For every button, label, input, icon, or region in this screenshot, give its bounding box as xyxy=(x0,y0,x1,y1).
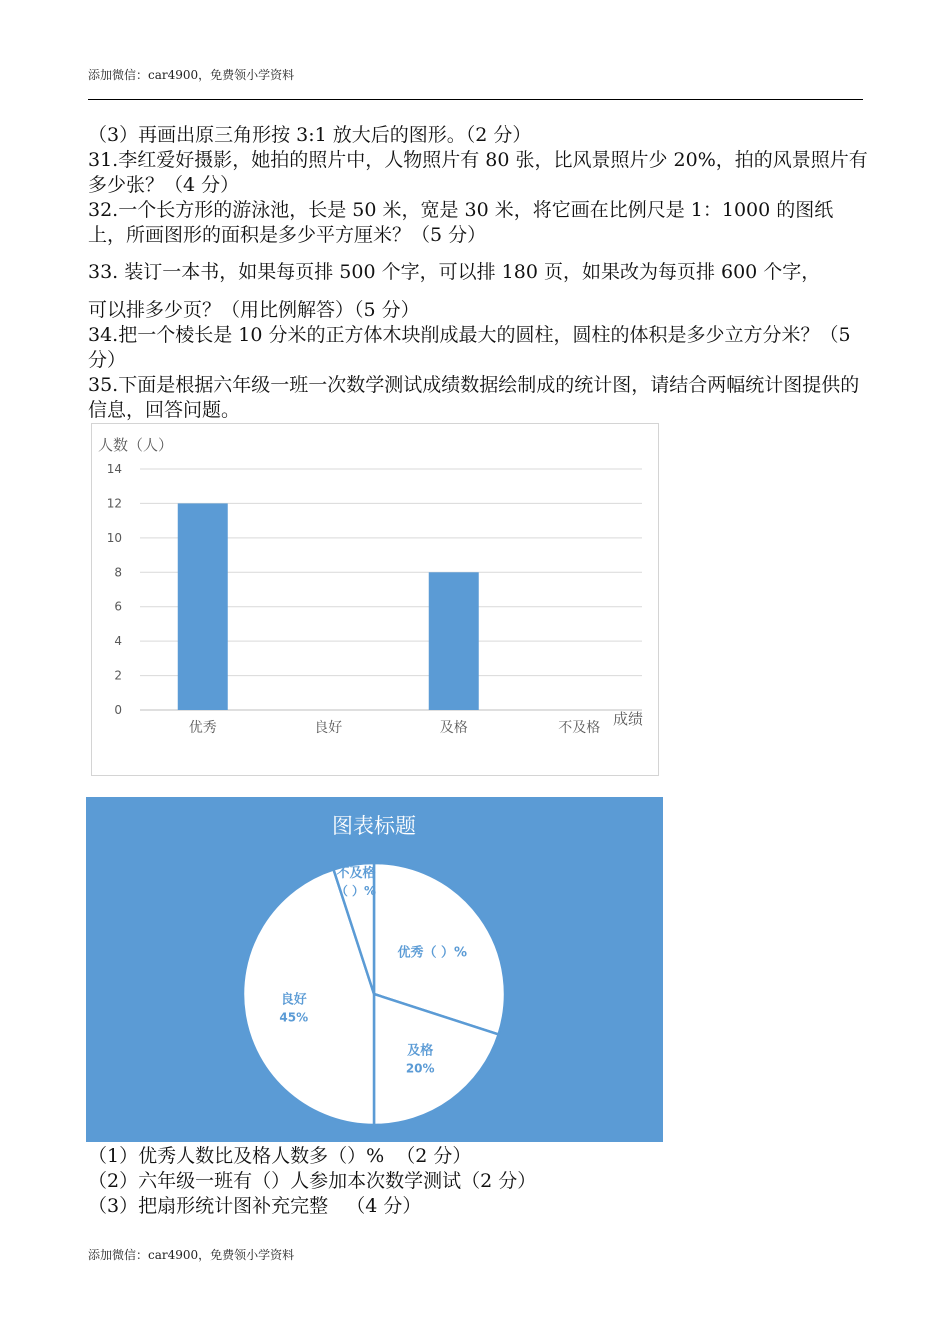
pie-slice-percent: 45% xyxy=(279,1010,309,1025)
pie-slice-percent: 20% xyxy=(405,1061,435,1076)
question-31: 31.李红爱好摄影，她拍的照片中，人物照片有 80 张，比风景照片少 20%，拍的风景照片有多少张？（4 分） xyxy=(88,149,868,196)
bar-x-tick-label: 不及格 xyxy=(558,720,601,736)
bar-y-tick-label: 14 xyxy=(106,462,122,476)
pie-slice-name: 不及格 xyxy=(336,866,376,882)
page-header: 添加微信：car4900，免费领小学资料 xyxy=(88,68,295,82)
question-33-line1: 33. 装订一本书，如果每页排 500 个字，可以排 180 页，如果改为每页排 600 个字， xyxy=(88,261,821,283)
sub-question-3: （3）把扇形统计图补充完整 （4 分） xyxy=(88,1195,422,1217)
sub-question-2: （2）六年级一班有（）人参加本次数学测试（2 分） xyxy=(88,1170,537,1192)
bar-y-axis-label: 人数（人） xyxy=(98,436,174,454)
question-34: 34.把一个棱长是 10 分米的正方体木块削成最大的圆柱，圆柱的体积是多少立方分米？（5 分） xyxy=(88,324,857,371)
header-divider xyxy=(88,99,863,100)
bar-x-tick-label: 良好 xyxy=(314,720,343,736)
bar-y-tick-label: 8 xyxy=(114,565,122,580)
bar-及格 xyxy=(429,572,479,710)
bar-y-tick-label: 10 xyxy=(106,530,122,545)
pie-slice-percent: （ ）% xyxy=(335,884,377,899)
question-33-line2: 可以排多少页？（用比例解答）（5 分） xyxy=(88,299,420,321)
pie-chart xyxy=(86,797,663,1142)
bar-y-tick-label: 6 xyxy=(114,599,122,614)
bar-y-tick-label: 12 xyxy=(106,496,122,511)
bar-优秀 xyxy=(178,503,228,710)
sub-question-1: （1）优秀人数比及格人数多（）% （2 分） xyxy=(88,1145,472,1167)
question-32: 32.一个长方形的游泳池，长是 50 米，宽是 30 米，将它画在比例尺是 1：1000 的图纸上，所画图形的面积是多少平方厘米？（5 分） xyxy=(88,199,834,246)
bar-chart xyxy=(91,423,659,776)
question-30-3: （3）再画出原三角形按 3:1 放大后的图形。（2 分） xyxy=(88,124,532,146)
pie-slice-name: 优秀（ ）% xyxy=(397,945,468,961)
bar-y-tick-label: 4 xyxy=(114,634,122,649)
page-footer: 添加微信：car4900，免费领小学资料 xyxy=(88,1248,295,1262)
pie-slice-name: 及格 xyxy=(407,1043,434,1059)
pie-title: 图表标题 xyxy=(332,814,416,838)
pie-slice-name: 良好 xyxy=(280,992,307,1008)
bar-x-tick-label: 及格 xyxy=(439,720,468,736)
bar-chart-svg xyxy=(92,424,658,775)
bar-x-tick-label: 优秀 xyxy=(188,720,217,736)
bar-y-tick-label: 0 xyxy=(114,703,122,717)
pie-label-优秀 xyxy=(398,945,468,961)
question-35: 35.下面是根据六年级一班一次数学测试成绩数据绘制成的统计图，请结合两幅统计图提供的信息，回答问题。 xyxy=(88,374,860,421)
bar-x-axis-label: 成绩 xyxy=(613,710,644,728)
bar-y-tick-label: 2 xyxy=(114,668,122,683)
pie-chart-svg xyxy=(86,797,663,1142)
